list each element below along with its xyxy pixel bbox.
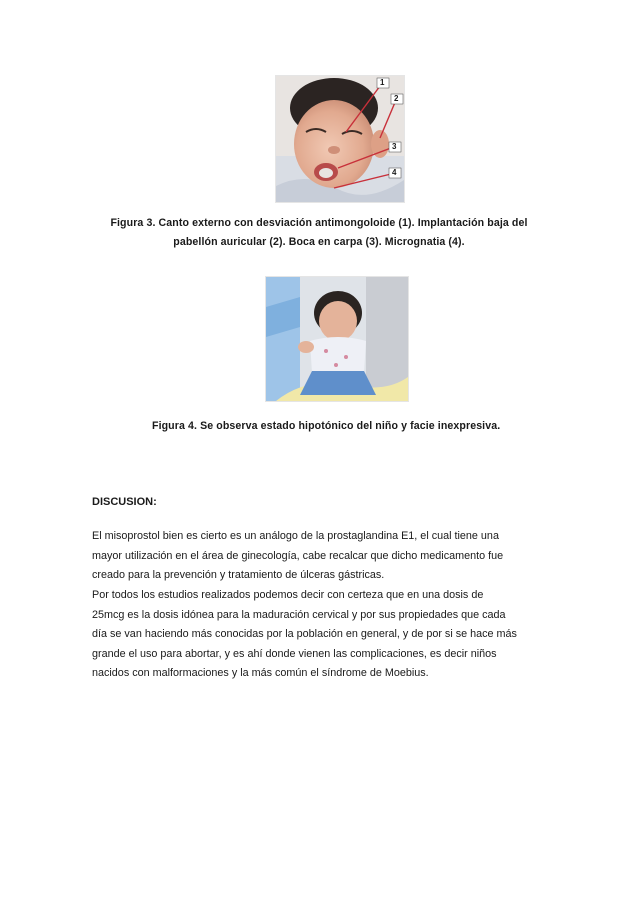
discussion-paragraph-2 [92,586,548,684]
marker-4: 4 [392,168,397,177]
figure-4-photo [265,276,409,402]
paragraph-1-line-1: El misoprostol bien es cierto es un análogo de la prostaglandina E1, el cual tiene una [92,530,499,542]
figure-3-photo [275,75,405,203]
discussion-paragraph-1 [92,527,548,586]
paragraph-1-line-2: mayor utilización en el área de ginecología, cabe recalcar que dicho medicamento fue [92,549,504,562]
paragraph-1-line-3: creado para la prevención y tratamiento de úlceras gástricas. [92,569,385,582]
figure-4-caption: Figura 4. Se observa estado hipotónico del niño y facie inexpresiva. [152,420,501,432]
figure-3-caption-line-2: pabellón auricular (2). Boca en carpa (3). Micrognatia (4). [173,236,465,248]
paragraph-2-line-1: Por todos los estudios realizados podemos decir con certeza que en una dosis de [92,589,484,601]
paragraph-2-line-2: 25mcg es la dosis idónea para la maduración cervical y por sus propiedades que cada [92,608,506,621]
marker-3: 3 [392,142,397,151]
paragraph-2-line-3: día se van haciendo más conocidas por la población en general, y de por si se hace más [92,628,517,641]
infant-face-illustration [276,76,404,202]
marker-1: 1 [380,78,385,87]
paragraph-2-line-5: nacidos con malformaciones y la más común el síndrome de Moebius. [92,667,429,680]
figure-3-caption [80,214,558,252]
figure-3-caption-line-1: Figura 3. Canto externo con desviación antimongoloide (1). Implantación baja del [110,217,528,229]
discussion-heading: DISCUSION: [92,496,157,508]
infant-body-illustration [266,277,408,401]
paragraph-2-line-4: grande el uso para abortar, y es ahí donde vienen las complicaciones, es decir niños [92,647,497,660]
marker-2: 2 [394,94,399,103]
